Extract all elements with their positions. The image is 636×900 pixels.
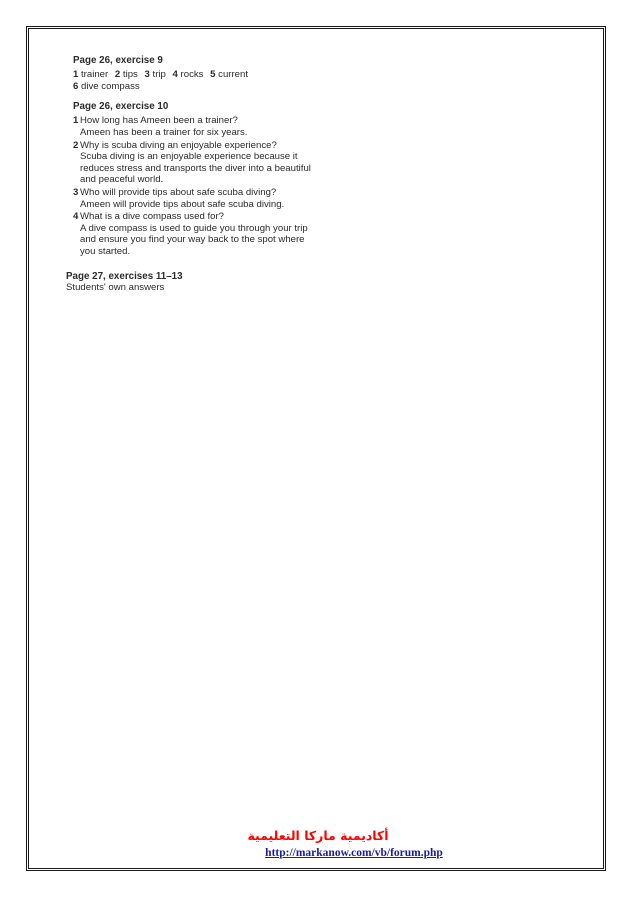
list-item: 4 What is a dive compass used for? A dive compass is used to guide you through your trip and ensure you find your way back to the spot where you started. (73, 211, 308, 257)
answer-item: 5 current (210, 68, 249, 80)
list-item: 3 Who will provide tips about safe scuba diving? Ameen will provide tips about safe scuba diving. (73, 186, 285, 210)
answer-item: 2 tips (114, 68, 138, 80)
section-exercises-11-13 (66, 271, 366, 294)
exercise-9-answers-line-2 (73, 81, 366, 93)
answer-key-content (66, 55, 366, 294)
exercise-10-list (73, 115, 366, 257)
section-title-exercise-10: Page 26, exercise 10 (73, 100, 169, 112)
answer-item: 4 rocks (172, 68, 204, 80)
section-title-exercise-9: Page 26, exercise 9 (73, 55, 163, 66)
footer-forum-link[interactable]: http://markanow.com/vb/forum.php (265, 847, 443, 859)
footer-academy-name: أكاديمية ماركا التعليمية (247, 828, 389, 843)
list-item: 2 Why is scuba diving an enjoyable experience? Scuba diving is an enjoyable experience because it reduces stress and transports the diver into a beautiful and peaceful world. (73, 139, 311, 186)
exercise-9-answers-line-1 (73, 69, 366, 81)
list-item: 1 How long has Ameen been a trainer? Ameen has been a trainer for six years. (73, 115, 248, 138)
exercises-11-13-text: Students' own answers (66, 282, 165, 294)
section-exercise-9 (73, 55, 366, 93)
answer-item: 3 trip (144, 68, 166, 80)
answer-item: 1 trainer (73, 68, 109, 80)
answer-item: 6 dive compass (73, 81, 140, 93)
section-exercise-10 (73, 101, 366, 258)
section-title-exercises-11-13: Page 27, exercises 11–13 (66, 270, 183, 282)
